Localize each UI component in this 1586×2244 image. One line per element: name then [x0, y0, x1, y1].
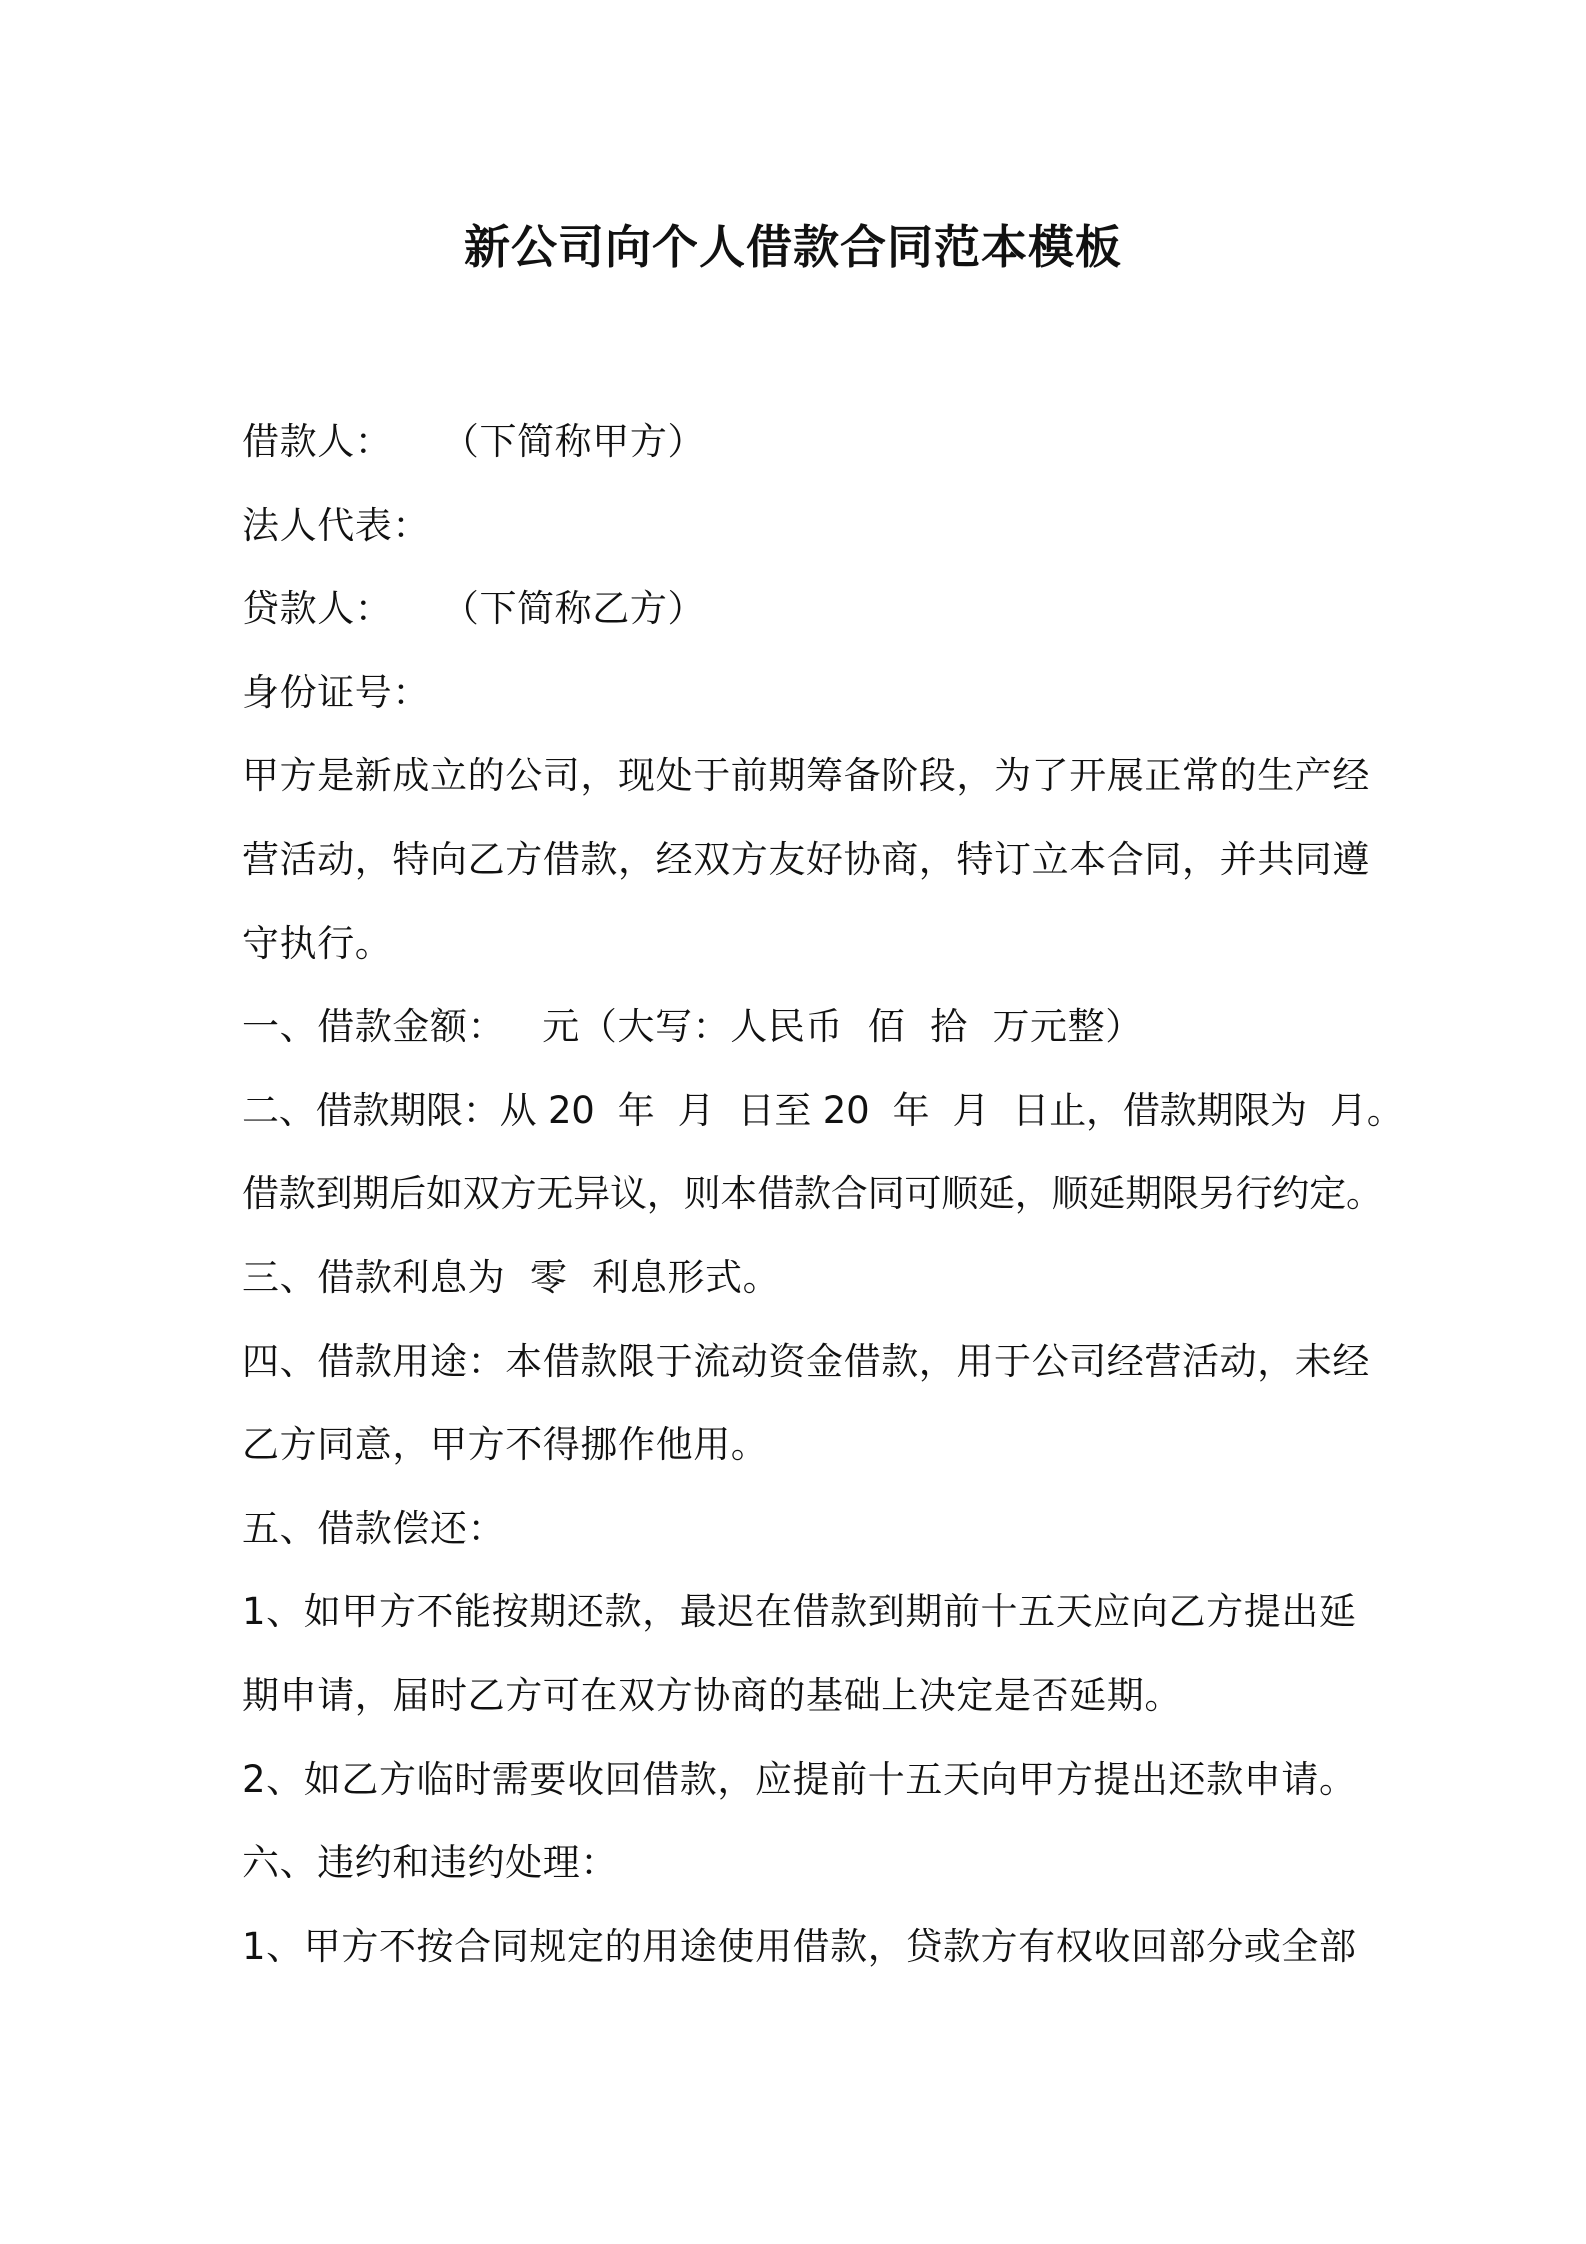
preamble-line-2: 营活动，特向乙方借款，经双方友好协商，特订立本合同，并共同遵 — [242, 837, 1370, 881]
repayment-item-2: 2、如乙方临时需要收回借款，应提前十五天向甲方提出还款申请。 — [242, 1757, 1357, 1801]
repayment-item-1-line-2: 期申请，届时乙方可在双方协商的基础上决定是否延期。 — [242, 1673, 1182, 1717]
clause-purpose-line-1: 四、借款用途：本借款限于流动资金借款，用于公司经营活动，未经 — [242, 1339, 1370, 1383]
clause-loan-term-extension: 借款到期后如双方无异议，则本借款合同可顺延，顺延期限另行约定。 — [242, 1172, 1383, 1216]
preamble-line-1: 甲方是新成立的公司，现处于前期筹备阶段，为了开展正常的生产经 — [242, 754, 1370, 798]
preamble-line-3: 守执行。 — [242, 921, 393, 965]
clause-loan-amount: 一、借款金额： 元（大写：人民币 佰 拾 万元整） — [242, 1005, 1143, 1049]
lender-line: 贷款人： （下简称乙方） — [242, 587, 706, 631]
clause-purpose-line-2: 乙方同意，甲方不得挪作他用。 — [242, 1423, 769, 1467]
clause-interest: 三、借款利息为 零 利息形式。 — [242, 1255, 781, 1299]
breach-item-1-line-1: 1、甲方不按合同规定的用途使用借款，贷款方有权收回部分或全部 — [242, 1924, 1357, 1968]
document-body — [242, 400, 1404, 1988]
legal-representative-line: 法人代表： — [242, 503, 430, 547]
clause-breach-heading: 六、违约和违约处理： — [242, 1841, 618, 1885]
borrower-line: 借款人： （下简称甲方） — [242, 420, 706, 463]
document-title: 新公司向个人借款合同范本模板 — [464, 220, 1122, 274]
clause-loan-term: 二、借款期限：从 20 年 月 日至 20 年 月 日止，借款期限为 月。 — [242, 1088, 1404, 1132]
id-number-line: 身份证号： — [242, 670, 430, 714]
clause-repayment-heading: 五、借款偿还： — [242, 1506, 506, 1550]
repayment-item-1-line-1: 1、如甲方不能按期还款，最迟在借款到期前十五天应向乙方提出延 — [242, 1590, 1357, 1634]
